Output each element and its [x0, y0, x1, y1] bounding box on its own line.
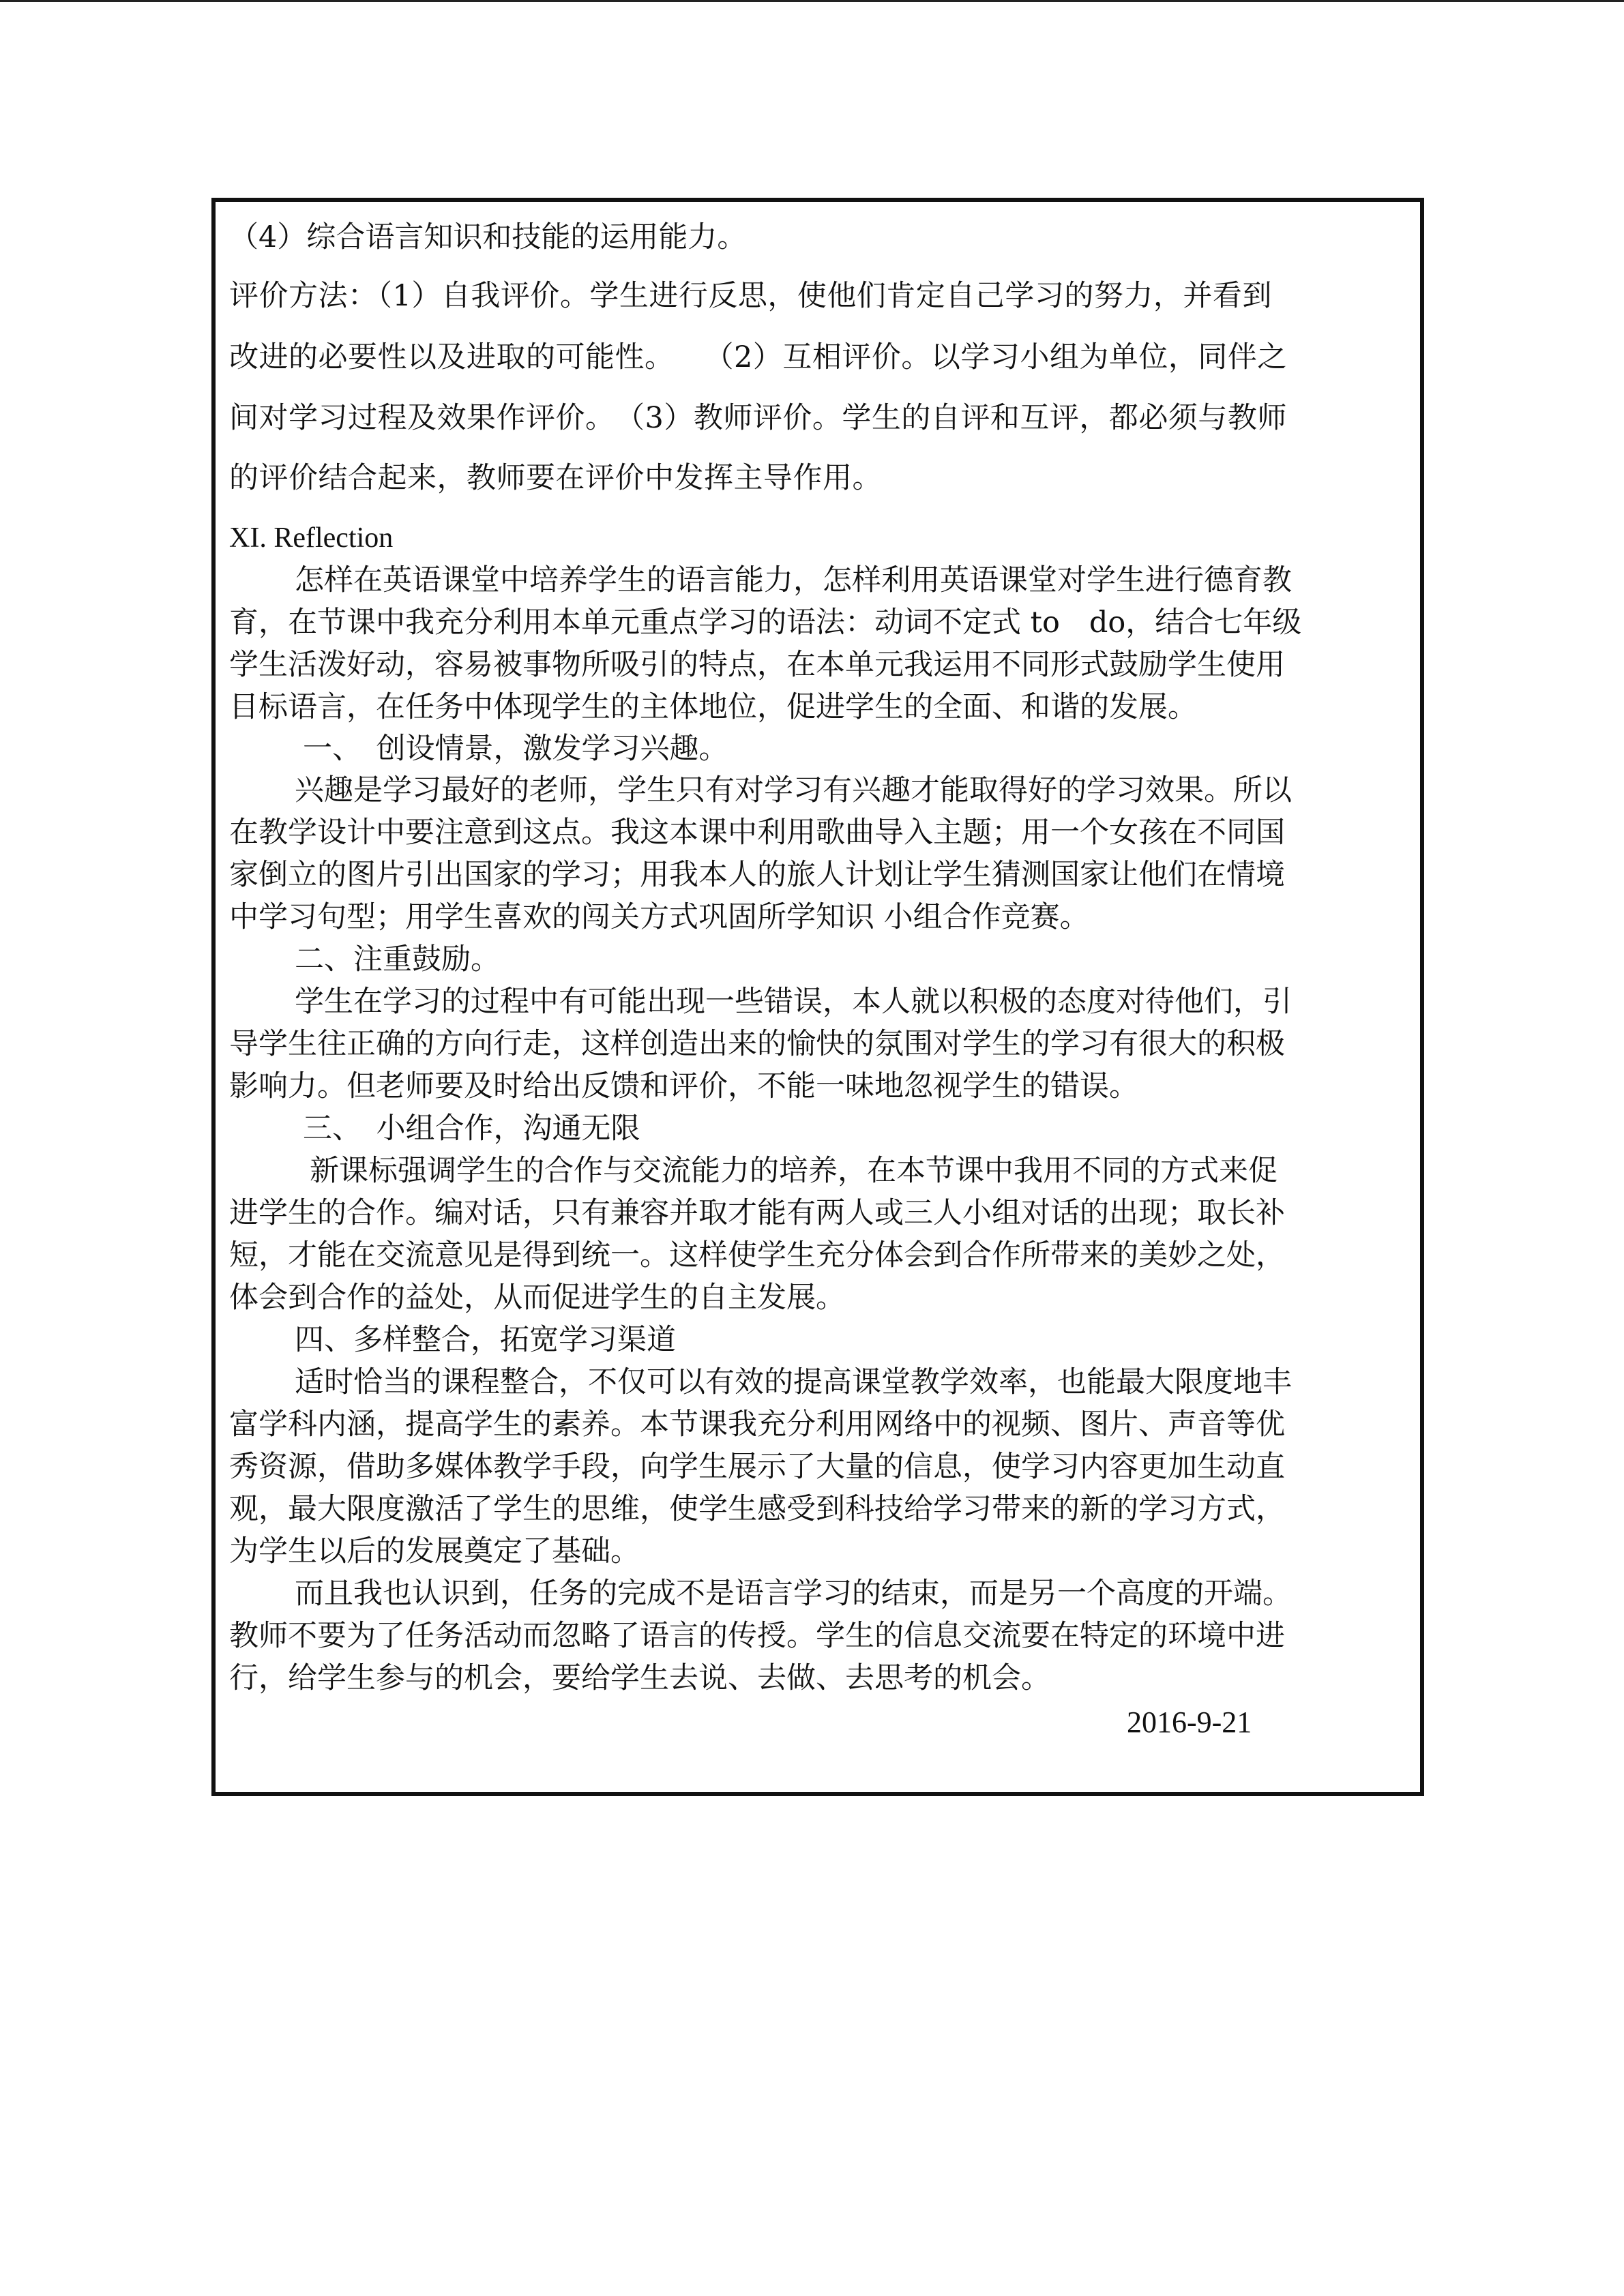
closing-line: 教师不要为了任务活动而忽略了语言的传授。学生的信息交流要在特定的环境中进: [229, 1619, 1285, 1653]
section-4-line: 观，最大限度激活了学生的思维，使学生感受到科技给学习带来的新的学习方式，: [229, 1492, 1285, 1526]
reflection-heading: XI. Reflection: [229, 522, 394, 554]
closing-line: 行，给学生参与的机会，要给学生去说、去做、去思考的机会。: [229, 1661, 1050, 1695]
section-2-line: 影响力。但老师要及时给出反馈和评价，不能一味地忽视学生的错误。: [229, 1069, 1138, 1103]
evaluation-method-line: 间对学习过程及效果作评价。 （3）教师评价。学生的自评和互评，都必须与教师: [229, 401, 1287, 435]
section-1-line: 家倒立的图片引出国家的学习；用我本人的旅人计划让学生猜测国家让他们在情境: [229, 858, 1285, 892]
section-2-line: 导学生往正确的方向行走，这样创造出来的愉快的氛围对学生的学习有很大的积极: [229, 1027, 1285, 1061]
section-3-line: 体会到合作的益处，从而促进学生的自主发展。: [229, 1281, 845, 1315]
section-1-line: 在教学设计中要注意到这点。我这本课中利用歌曲导入主题；用一个女孩在不同国: [229, 816, 1285, 850]
section-3-line: 新课标强调学生的合作与交流能力的培养，在本节课中我用不同的方式来促: [310, 1154, 1278, 1188]
reflection-paragraph-line: 育，在节课中我充分利用本单元重点学习的语法：动词不定式 to do，结合七年级: [229, 606, 1302, 640]
evaluation-method-line: 的评价结合起来，教师要在评价中发挥主导作用。: [229, 461, 882, 495]
section-4-line: 适时恰当的课程整合，不仅可以有效的提高课堂教学效率，也能最大限度地丰: [295, 1365, 1292, 1399]
section-4-line: 秀资源，借助多媒体教学手段，向学生展示了大量的信息，使学习内容更加生动直: [229, 1450, 1285, 1484]
evaluation-method-line: 评价方法：（1）自我评价。学生进行反思，使他们肯定自己学习的努力，并看到: [229, 279, 1272, 313]
section-1-line: 兴趣是学习最好的老师，学生只有对学习有兴趣才能取得好的学习效果。所以: [295, 773, 1292, 807]
closing-line: 而且我也认识到，任务的完成不是语言学习的结束，而是另一个高度的开端。: [295, 1577, 1292, 1611]
section-3-line: 进学生的合作。编对话，只有兼容并取才能有两人或三人小组对话的出现；取长补: [229, 1196, 1285, 1230]
section-4-line: 为学生以后的发展奠定了基础。: [229, 1534, 640, 1568]
section-2-title: 二、注重鼓励。: [295, 942, 500, 976]
reflection-paragraph-line: 学生活泼好动，容易被事物所吸引的特点，在本单元我运用不同形式鼓励学生使用: [229, 648, 1285, 682]
section-3-line: 短，才能在交流意见是得到统一。这样使学生充分体会到合作所带来的美妙之处，: [229, 1238, 1285, 1272]
reflection-paragraph-line: 怎样在英语课堂中培养学生的语言能力，怎样利用英语课堂对学生进行德育教: [295, 563, 1292, 597]
section-4-line: 富学科内涵，提高学生的素养。本节课我充分利用网络中的视频、图片、声音等优: [229, 1407, 1285, 1442]
assessment-item-4: （4）综合语言知识和技能的运用能力。: [229, 220, 747, 254]
reflection-paragraph-line: 目标语言，在任务中体现学生的主体地位，促进学生的全面、和谐的发展。: [229, 690, 1197, 724]
section-2-line: 学生在学习的过程中有可能出现一些错误，本人就以积极的态度对待他们，引: [295, 985, 1292, 1019]
section-1-line: 中学习句型；用学生喜欢的闯关方式巩固所学知识 小组合作竞赛。: [229, 900, 1089, 934]
section-4-title: 四、多样整合，拓宽学习渠道: [295, 1323, 676, 1357]
evaluation-method-line: 改进的必要性以及进取的可能性。 （2）互相评价。以学习小组为单位，同伴之: [229, 340, 1287, 374]
section-3-title: 三、 小组合作，沟通无限: [303, 1112, 640, 1146]
page-top-rule: [0, 0, 1624, 2]
document-date: 2016-9-21: [1127, 1705, 1252, 1739]
section-1-title: 一、 创设情景，激发学习兴趣。: [303, 732, 728, 766]
